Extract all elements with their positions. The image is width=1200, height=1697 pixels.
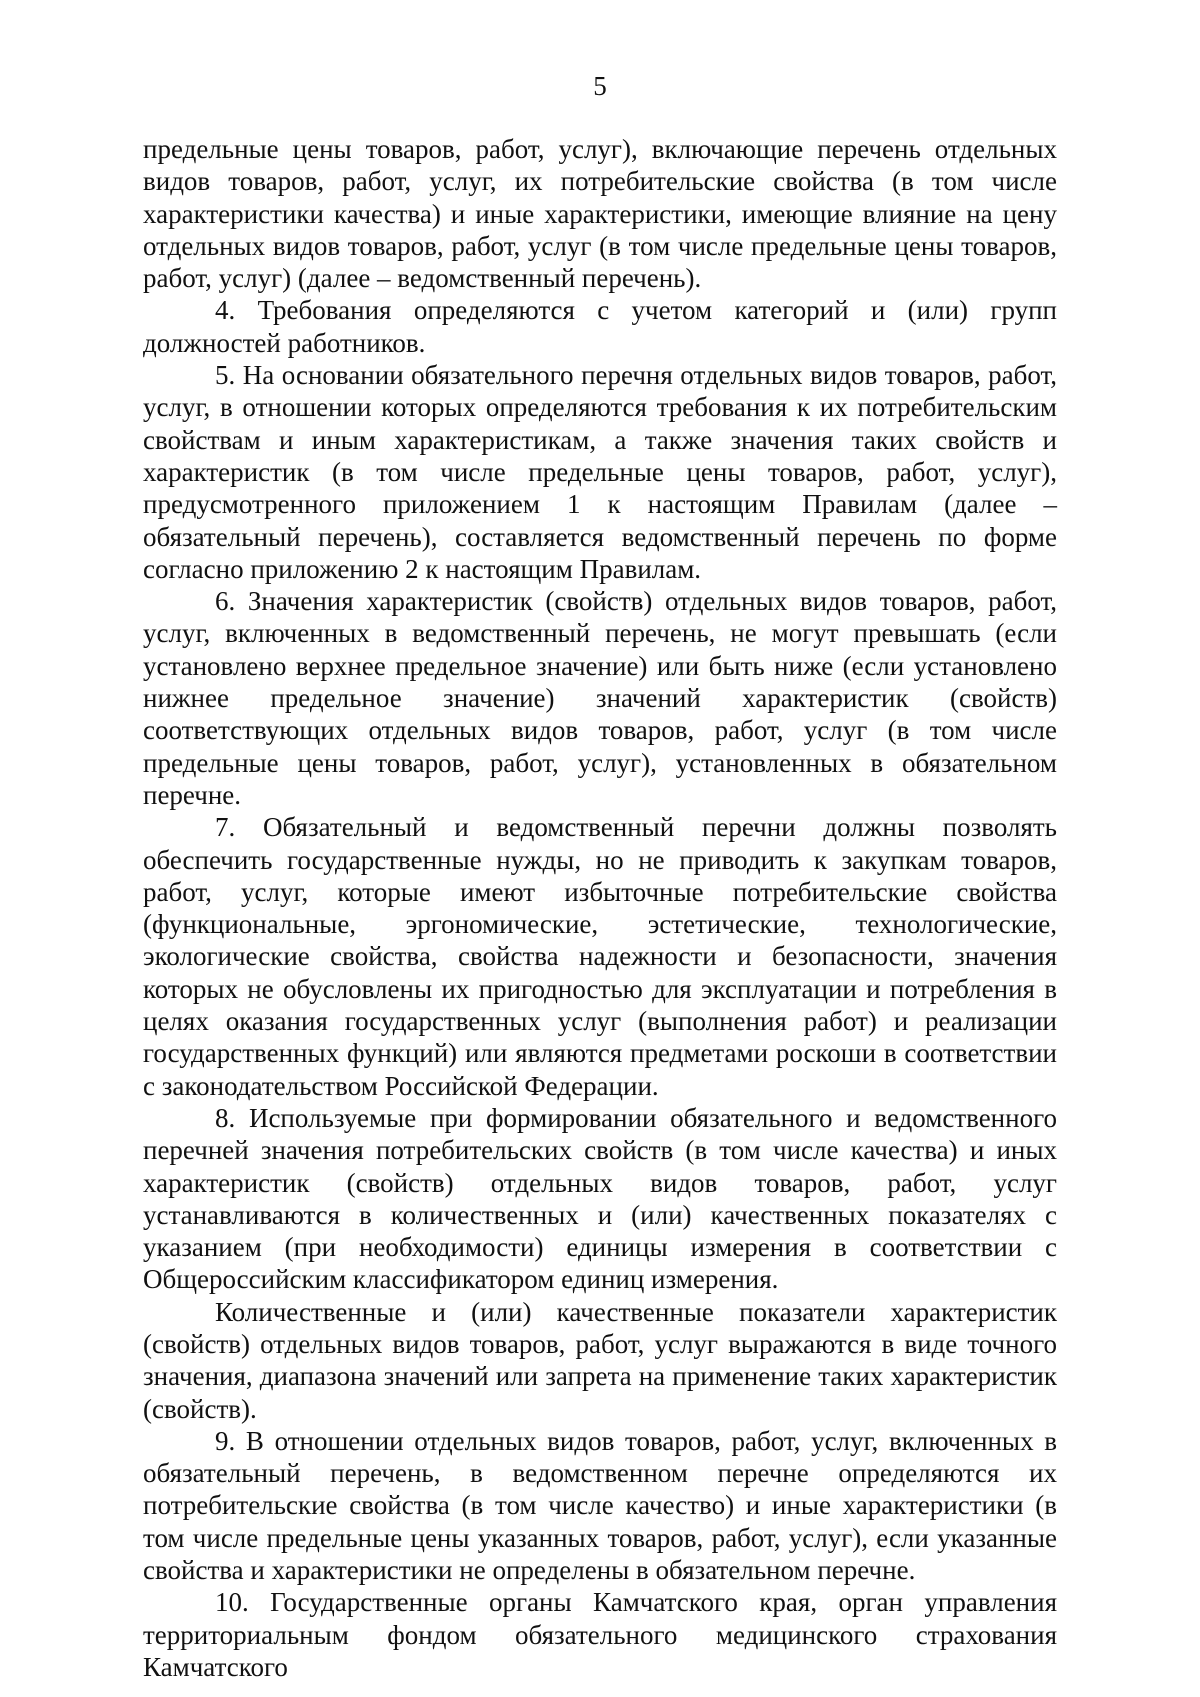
paragraph-8-continued: Количественные и (или) качественные показатели характеристик (свойств) отдельных видов товаров, работ, услуг выражаются в виде точного значения, диапазона значений или запрета на применение таких характеристик (свойств). bbox=[143, 1296, 1057, 1424]
paragraph-8: 8. Используемые при формировании обязательного и ведомственного перечней значения потребительских свойств (в том числе качества) и иных характеристик (свойств) отдельных видов товаров, работ, услуг устанавливаются в количественных и (или) качественных показателях с указанием (при необходимости) единицы измерения в соответствии с Общероссийским классификатором единиц измерения. bbox=[143, 1102, 1057, 1295]
document-body bbox=[143, 133, 1057, 1683]
paragraph-7: 7. Обязательный и ведомственный перечни должны позволять обеспечить государственные нужды, но не приводить к закупкам товаров, работ, услуг, которые имеют избыточные потребительские свойства (функциональные, эргономические, эстетические, технологические, экологические свойства, свойства надежности и безопасности, значения которых не обусловлены их пригодностью для эксплуатации и потребления в целях оказания государственных услуг (выполнения работ) и реализации государственных функций) или являются предметами роскоши в соответствии с законодательством Российской Федерации. bbox=[143, 812, 1057, 1101]
paragraph-6: 6. Значения характеристик (свойств) отдельных видов товаров, работ, услуг, включенных в ведомственный перечень, не могут превышать (если установлено верхнее предельное значение) или быть ниже (если установлено нижнее предельное значение) значений характеристик (свойств) соответствующих отдельных видов товаров, работ, услуг (в том числе предельные цены товаров, работ, услуг), установленных в обязательном перечне. bbox=[143, 586, 1057, 810]
paragraph-9: 9. В отношении отдельных видов товаров, работ, услуг, включенных в обязательный перечень, в ведомственном перечне определяются их потребительские свойства (в том числе качество) и иные характеристики (в том числе предельные цены указанных товаров, работ, услуг), если указанные свойства и характеристики не определены в обязательном перечне. bbox=[143, 1425, 1057, 1586]
paragraph-10: 10. Государственные органы Камчатского края, орган управления территориальным фондом обязательного медицинского страхования Камчатского bbox=[143, 1587, 1057, 1682]
page-number: 5 bbox=[593, 71, 607, 101]
paragraph-continuation: предельные цены товаров, работ, услуг), включающие перечень отдельных видов товаров, работ, услуг, их потребительские свойства (в том числе характеристики качества) и иные характеристики, имеющие влияние на цену отдельных видов товаров, работ, услуг (в том числе предельные цены товаров, работ, услуг) (далее – ведомственный перечень). bbox=[143, 134, 1057, 294]
paragraph-4: 4. Требования определяются с учетом категорий и (или) групп должностей работников. bbox=[143, 295, 1057, 358]
paragraph-5: 5. На основании обязательного перечня отдельных видов товаров, работ, услуг, в отношении которых определяются требования к их потребительским свойствам и иным характеристикам, а также значения таких свойств и характеристик (в том числе предельные цены товаров, работ, услуг), предусмотренного приложением 1 к настоящим Правилам (далее – обязательный перечень), составляется ведомственный перечень по форме согласно приложению 2 к настоящим Правилам. bbox=[143, 360, 1057, 584]
